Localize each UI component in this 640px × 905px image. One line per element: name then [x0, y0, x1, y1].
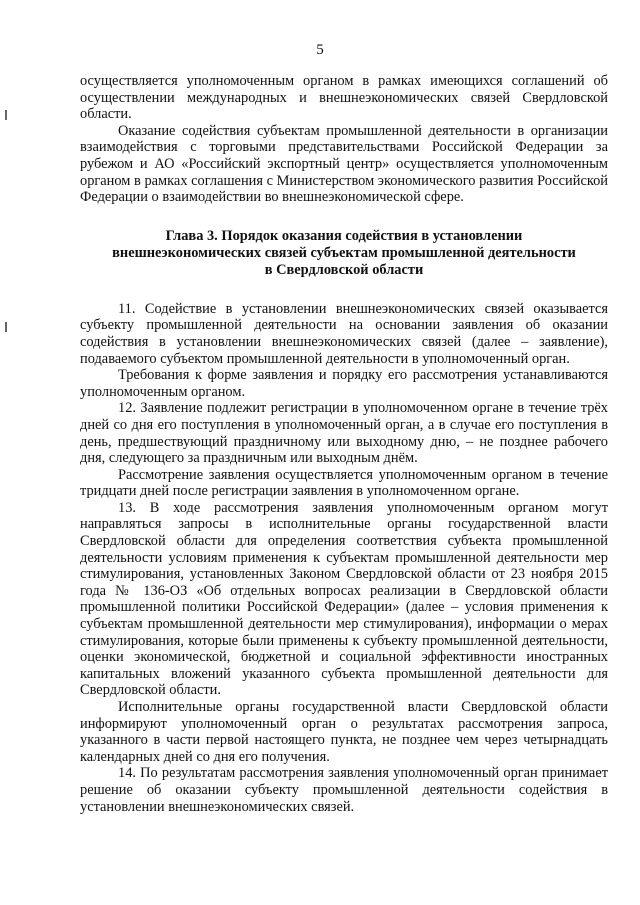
chapter-heading [80, 228, 608, 279]
chapter-heading-line: в Свердловской области [264, 261, 424, 278]
paragraph: 12. Заявление подлежит регистрации в уполномоченном органе в течение трёх дней со дня его поступления в уполномоченный орган, а в случае его поступления в день, предшествующий праздничному или выходному дню, – не позднее рабочего дня, следующего за праздничным или выходным днём. [80, 400, 608, 467]
margin-mark [5, 322, 7, 332]
margin-mark [5, 110, 7, 120]
paragraph: Оказание содействия субъектам промышленной деятельности в организации взаимодействия с торговыми представительствами Российской Федерации за рубежом и АО «Российский экспортный центр» осуществляется уполномоченным органом в рамках соглашения с Министерством экономического развития Российской Федерации о взаимодействии во внешнеэкономической сфере. [80, 122, 608, 206]
paragraph: 14. По результатам рассмотрения заявления уполномоченный орган принимает решение об оказании субъекту промышленной деятельности содействия в установлении внешнеэкономических связей. [80, 765, 608, 815]
paragraph: Рассмотрение заявления осуществляется уполномоченным органом в течение тридцати дней после регистрации заявления в уполномоченном органе. [80, 466, 608, 500]
paragraph: 13. В ходе рассмотрения заявления уполномоченным органом могут направляться запросы в исполнительные органы государственной власти Свердловской области для определения соответствия субъекта промышленной деятельности условиям применения к субъектам промышленной деятельности мер стимулирования, установленных Законом Свердловской области от 23 ноября 2015 года № 136-ОЗ «Об отдельных вопросах реализации в Свердловской области промышленной политики Российской Федерации» (далее – условия применения к субъектам промышленной деятельности мер стимулирования), информации о мерах стимулирования, которые были применены к субъекту промышленной деятельности, оценки экономической, бюджетной и социальной эффективности иностранных капитальных вложений указанного субъекта промышленной деятельности для Свердловской области. [80, 499, 608, 699]
paragraph: осуществляется уполномоченным органом в рамках имеющихся соглашений об осуществлении международных и внешнеэкономических связей Свердловской области. [80, 73, 608, 123]
document-body [80, 73, 608, 815]
chapter-heading-line: внешнеэкономических связей субъектам промышленной деятельности [112, 244, 576, 261]
chapter-heading-line: Глава 3. Порядок оказания содействия в установлении [165, 227, 523, 244]
page-number: 5 [316, 42, 324, 58]
paragraph: 11. Содействие в установлении внешнеэкономических связей оказывается субъекту промышленной деятельности на основании заявления об оказании содействия в установлении внешнеэкономических связей (далее – заявление), подаваемого субъектом промышленной деятельности в уполномоченный орган. [80, 300, 608, 367]
paragraph: Исполнительные органы государственной власти Свердловской области информируют уполномоченный орган о результатах рассмотрения запроса, указанного в части первой настоящего пункта, не позднее чем через четырнадцать календарных дней со дня его получения. [80, 699, 608, 765]
paragraph: Требования к форме заявления и порядку его рассмотрения устанавливаются уполномоченным органом. [80, 367, 608, 400]
